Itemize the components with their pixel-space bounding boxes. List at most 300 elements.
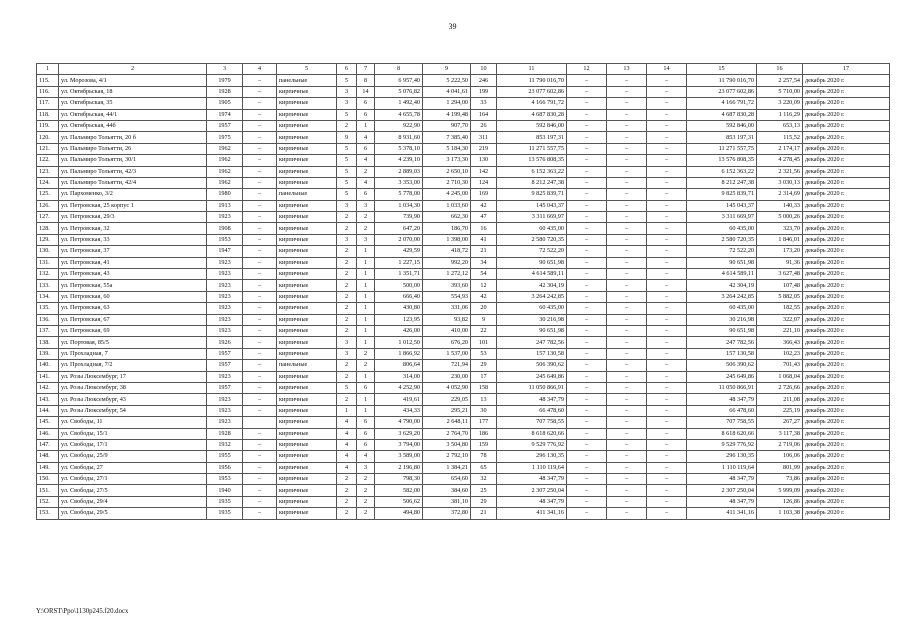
cell-total-cost: 11 271 557,75 <box>497 143 567 154</box>
cell-wall-material: кирпичные <box>277 508 337 519</box>
cell-entrances: 6 <box>357 382 375 393</box>
cell-cost-col-15: 3 311 669,97 <box>687 212 757 223</box>
cell-row-number: 128. <box>37 223 59 234</box>
cell-col-12: – <box>567 120 607 131</box>
cell-entrances: 2 <box>357 223 375 234</box>
cell-col-14: – <box>647 303 687 314</box>
cell-col-12: – <box>567 337 607 348</box>
cell-wall-material: кирпичные <box>277 451 337 462</box>
cell-total-area: 4 239,10 <box>375 155 423 166</box>
cell-row-number: 141. <box>37 371 59 382</box>
cell-wall-material: кирпичные <box>277 246 337 257</box>
cell-entrances: 1 <box>357 337 375 348</box>
cell-residents: 47 <box>471 212 497 223</box>
cell-col-12: – <box>567 474 607 485</box>
cell-address: ул. Октябрьская, 35 <box>59 98 207 109</box>
cell-floors: 2 <box>337 291 357 302</box>
cell-col-12: – <box>567 360 607 371</box>
cell-row-number: 121. <box>37 143 59 154</box>
column-number-14: 14 <box>647 64 687 75</box>
cell-col-4: – <box>243 439 277 450</box>
cell-row-number: 123. <box>37 166 59 177</box>
table-row <box>37 75 890 86</box>
column-number-17: 17 <box>803 64 890 75</box>
cell-address: ул. Октябрьская, 18 <box>59 86 207 97</box>
cell-col-13: – <box>607 223 647 234</box>
cell-residents: 26 <box>471 120 497 131</box>
cell-entrances: 2 <box>357 508 375 519</box>
cell-col-4: – <box>243 98 277 109</box>
cell-living-area: 186,70 <box>423 223 471 234</box>
table-row <box>37 348 890 359</box>
cell-col-4: – <box>243 371 277 382</box>
cell-col-13: – <box>607 417 647 428</box>
cell-cost-per-sqm: 3 627,48 <box>757 269 803 280</box>
cell-wall-material: кирпичные <box>277 212 337 223</box>
cell-total-cost: 9 529 776,92 <box>497 439 567 450</box>
cell-floors: 2 <box>337 485 357 496</box>
cell-entrances: 4 <box>357 132 375 143</box>
table-row <box>37 200 890 211</box>
cell-col-12: – <box>567 86 607 97</box>
cell-total-area: 3 629,20 <box>375 428 423 439</box>
cell-col-4: – <box>243 109 277 120</box>
table-row <box>37 155 890 166</box>
cell-col-4: – <box>243 325 277 336</box>
cell-cost-per-sqm: 221,10 <box>757 325 803 336</box>
cell-col-12: – <box>567 496 607 507</box>
cell-col-12: – <box>567 508 607 519</box>
column-number-15: 15 <box>687 64 757 75</box>
cell-residents: 16 <box>471 223 497 234</box>
cell-year-built: 1928 <box>207 86 243 97</box>
cell-living-area: 5 222,50 <box>423 75 471 86</box>
cell-total-area: 426,00 <box>375 325 423 336</box>
cell-entrances: 3 <box>357 234 375 245</box>
cell-address: ул. Петровская, 43 <box>59 269 207 280</box>
cell-total-area: 582,00 <box>375 485 423 496</box>
cell-address: ул. Свободы, 15/1 <box>59 428 207 439</box>
table-row <box>37 120 890 131</box>
cell-living-area: 3 173,30 <box>423 155 471 166</box>
cell-entrances: 6 <box>357 428 375 439</box>
cell-living-area: 992,20 <box>423 257 471 268</box>
cell-col-4: – <box>243 451 277 462</box>
table-row <box>37 109 890 120</box>
cell-cost-col-15: 2 307 250,04 <box>687 485 757 496</box>
cell-col-14: – <box>647 234 687 245</box>
cell-col-4: – <box>243 143 277 154</box>
cell-entrances: 1 <box>357 371 375 382</box>
cell-total-area: 4 252,90 <box>375 382 423 393</box>
cell-col-14: – <box>647 120 687 131</box>
cell-cost-col-15: 60 435,00 <box>687 303 757 314</box>
cell-row-number: 115. <box>37 75 59 86</box>
cell-address: ул. Петровская, 32 <box>59 223 207 234</box>
cell-total-area: 429,59 <box>375 246 423 257</box>
table-body <box>37 75 890 519</box>
cell-address: ул. Розы Люксембург, 17 <box>59 371 207 382</box>
cell-year-built: 1957 <box>207 348 243 359</box>
cell-row-number: 129. <box>37 234 59 245</box>
cell-wall-material: кирпичные <box>277 462 337 473</box>
cell-col-4: – <box>243 75 277 86</box>
cell-col-12: – <box>567 394 607 405</box>
cell-col-14: – <box>647 166 687 177</box>
cell-floors: 2 <box>337 394 357 405</box>
cell-entrances: 1 <box>357 246 375 257</box>
cell-total-area: 1 351,71 <box>375 269 423 280</box>
cell-completion-date: декабрь 2020 г. <box>803 189 890 200</box>
table-row <box>37 496 890 507</box>
cell-row-number: 133. <box>37 280 59 291</box>
cell-cost-per-sqm: 4 278,45 <box>757 155 803 166</box>
cell-cost-col-15: 247 782,56 <box>687 337 757 348</box>
cell-row-number: 152. <box>37 496 59 507</box>
cell-row-number: 117. <box>37 98 59 109</box>
table-row <box>37 451 890 462</box>
cell-year-built: 1905 <box>207 98 243 109</box>
cell-residents: 42 <box>471 291 497 302</box>
cell-residents: 177 <box>471 417 497 428</box>
cell-cost-per-sqm: 3 030,13 <box>757 177 803 188</box>
cell-cost-col-15: 60 435,00 <box>687 223 757 234</box>
cell-total-cost: 11 790 016,70 <box>497 75 567 86</box>
cell-floors: 2 <box>337 269 357 280</box>
column-number-row <box>37 64 890 75</box>
cell-floors: 2 <box>337 314 357 325</box>
cell-col-4: – <box>243 257 277 268</box>
cell-year-built: 1923 <box>207 394 243 405</box>
cell-completion-date: декабрь 2020 г. <box>803 234 890 245</box>
column-number-12: 12 <box>567 64 607 75</box>
cell-entrances: 1 <box>357 120 375 131</box>
cell-col-13: – <box>607 291 647 302</box>
cell-entrances: 14 <box>357 86 375 97</box>
cell-wall-material: кирпичные <box>277 120 337 131</box>
cell-col-4: – <box>243 246 277 257</box>
cell-cost-col-15: 11 790 016,70 <box>687 75 757 86</box>
cell-col-13: – <box>607 451 647 462</box>
cell-floors: 2 <box>337 496 357 507</box>
cell-floors: 5 <box>337 166 357 177</box>
cell-total-cost: 9 825 839,71 <box>497 189 567 200</box>
cell-address: ул. Петровская, 29/3 <box>59 212 207 223</box>
cell-year-built: 1923 <box>207 269 243 280</box>
cell-col-13: – <box>607 474 647 485</box>
cell-completion-date: декабрь 2020 г. <box>803 166 890 177</box>
cell-wall-material: кирпичные <box>277 177 337 188</box>
cell-wall-material: кирпичные <box>277 143 337 154</box>
cell-col-4: – <box>243 234 277 245</box>
page-number: 39 <box>448 22 457 31</box>
table-row <box>37 485 890 496</box>
cell-year-built: 1923 <box>207 417 243 428</box>
table-row <box>37 98 890 109</box>
cell-year-built: 1923 <box>207 405 243 416</box>
cell-address: ул. Петровская, 55а <box>59 280 207 291</box>
cell-total-area: 2 889,03 <box>375 166 423 177</box>
cell-col-14: – <box>647 474 687 485</box>
table-row <box>37 382 890 393</box>
cell-total-cost: 60 435,00 <box>497 223 567 234</box>
cell-col-4: – <box>243 177 277 188</box>
cell-entrances: 6 <box>357 98 375 109</box>
cell-entrances: 2 <box>357 474 375 485</box>
cell-entrances: 2 <box>357 166 375 177</box>
cell-completion-date: декабрь 2020 г. <box>803 462 890 473</box>
cell-total-cost: 48 347,79 <box>497 474 567 485</box>
cell-residents: 164 <box>471 109 497 120</box>
cell-living-area: 2 764,70 <box>423 428 471 439</box>
cell-wall-material: кирпичные <box>277 417 337 428</box>
cell-col-13: – <box>607 246 647 257</box>
cell-living-area: 410,00 <box>423 325 471 336</box>
cell-residents: 25 <box>471 485 497 496</box>
cell-col-14: – <box>647 360 687 371</box>
cell-living-area: 3 504,80 <box>423 439 471 450</box>
cell-year-built: 1947 <box>207 246 243 257</box>
cell-col-13: – <box>607 109 647 120</box>
table-row <box>37 439 890 450</box>
cell-total-area: 3 589,00 <box>375 451 423 462</box>
cell-residents: 158 <box>471 382 497 393</box>
cell-col-12: – <box>567 98 607 109</box>
cell-year-built: 1953 <box>207 234 243 245</box>
cell-total-area: 666,40 <box>375 291 423 302</box>
housing-registry-table <box>36 63 890 520</box>
cell-total-cost: 90 651,98 <box>497 257 567 268</box>
cell-address: ул. Петровская, 67 <box>59 314 207 325</box>
cell-row-number: 149. <box>37 462 59 473</box>
cell-cost-per-sqm: 322,07 <box>757 314 803 325</box>
cell-wall-material: кирпичные <box>277 485 337 496</box>
table-row <box>37 223 890 234</box>
cell-col-14: – <box>647 451 687 462</box>
cell-year-built: 1957 <box>207 120 243 131</box>
cell-total-area: 123,95 <box>375 314 423 325</box>
cell-col-4: – <box>243 382 277 393</box>
cell-wall-material: кирпичные <box>277 314 337 325</box>
cell-address: ул. Октябрьская, 44б <box>59 120 207 131</box>
cell-address: ул. Петровская, 37 <box>59 246 207 257</box>
cell-year-built: 1953 <box>207 474 243 485</box>
cell-col-13: – <box>607 75 647 86</box>
cell-living-area: 331,06 <box>423 303 471 314</box>
cell-year-built: 1962 <box>207 177 243 188</box>
cell-floors: 3 <box>337 98 357 109</box>
cell-col-13: – <box>607 166 647 177</box>
cell-total-area: 1 034,30 <box>375 200 423 211</box>
cell-cost-col-15: 707 758,55 <box>687 417 757 428</box>
cell-total-cost: 3 264 242,85 <box>497 291 567 302</box>
cell-col-4: – <box>243 120 277 131</box>
cell-year-built: 1923 <box>207 303 243 314</box>
cell-living-area: 4 245,00 <box>423 189 471 200</box>
cell-row-number: 116. <box>37 86 59 97</box>
cell-cost-col-15: 66 478,60 <box>687 405 757 416</box>
cell-entrances: 4 <box>357 177 375 188</box>
cell-living-area: 907,70 <box>423 120 471 131</box>
cell-col-12: – <box>567 451 607 462</box>
cell-total-area: 3 353,00 <box>375 177 423 188</box>
cell-cost-col-15: 853 197,31 <box>687 132 757 143</box>
table-row <box>37 303 890 314</box>
cell-col-14: – <box>647 428 687 439</box>
cell-total-cost: 1 110 119,64 <box>497 462 567 473</box>
cell-cost-col-15: 48 347,79 <box>687 394 757 405</box>
cell-col-14: – <box>647 155 687 166</box>
cell-wall-material: кирпичные <box>277 86 337 97</box>
cell-residents: 21 <box>471 508 497 519</box>
cell-entrances: 2 <box>357 496 375 507</box>
cell-completion-date: декабрь 2020 г. <box>803 200 890 211</box>
cell-year-built: 1957 <box>207 360 243 371</box>
cell-cost-col-15: 4 166 791,72 <box>687 98 757 109</box>
cell-col-14: – <box>647 223 687 234</box>
cell-residents: 142 <box>471 166 497 177</box>
cell-residents: 101 <box>471 337 497 348</box>
cell-year-built: 1980 <box>207 189 243 200</box>
cell-year-built: 1923 <box>207 280 243 291</box>
cell-address: ул. Розы Люксембург, 43 <box>59 394 207 405</box>
cell-completion-date: декабрь 2020 г. <box>803 508 890 519</box>
cell-col-14: – <box>647 189 687 200</box>
column-number-5: 5 <box>277 64 337 75</box>
column-number-6: 6 <box>337 64 357 75</box>
cell-col-4: – <box>243 508 277 519</box>
cell-living-area: 230,00 <box>423 371 471 382</box>
cell-cost-per-sqm: 140,33 <box>757 200 803 211</box>
cell-col-12: – <box>567 177 607 188</box>
cell-floors: 5 <box>337 382 357 393</box>
cell-col-13: – <box>607 212 647 223</box>
cell-completion-date: декабрь 2020 г. <box>803 325 890 336</box>
cell-row-number: 132. <box>37 269 59 280</box>
cell-row-number: 118. <box>37 109 59 120</box>
cell-wall-material: панельные <box>277 360 337 371</box>
column-number-3: 3 <box>207 64 243 75</box>
cell-cost-per-sqm: 73,86 <box>757 474 803 485</box>
cell-residents: 13 <box>471 394 497 405</box>
cell-col-13: – <box>607 269 647 280</box>
cell-residents: 186 <box>471 428 497 439</box>
cell-col-14: – <box>647 314 687 325</box>
cell-col-12: – <box>567 428 607 439</box>
cell-wall-material: кирпичные <box>277 269 337 280</box>
column-number-1: 1 <box>37 64 59 75</box>
cell-col-12: – <box>567 269 607 280</box>
cell-total-cost: 411 341,16 <box>497 508 567 519</box>
cell-total-area: 1 492,40 <box>375 98 423 109</box>
cell-completion-date: декабрь 2020 г. <box>803 405 890 416</box>
cell-entrances: 4 <box>357 155 375 166</box>
cell-col-13: – <box>607 462 647 473</box>
cell-col-4: – <box>243 314 277 325</box>
cell-col-13: – <box>607 348 647 359</box>
cell-col-13: – <box>607 314 647 325</box>
cell-cost-col-15: 245 649,86 <box>687 371 757 382</box>
cell-address: ул. Морозова, 4/1 <box>59 75 207 86</box>
cell-cost-per-sqm: 1 068,04 <box>757 371 803 382</box>
cell-wall-material: кирпичные <box>277 132 337 143</box>
cell-floors: 4 <box>337 462 357 473</box>
cell-row-number: 119. <box>37 120 59 131</box>
cell-completion-date: декабрь 2020 г. <box>803 269 890 280</box>
cell-col-13: – <box>607 371 647 382</box>
cell-col-14: – <box>647 394 687 405</box>
cell-row-number: 142. <box>37 382 59 393</box>
cell-total-area: 5 076,82 <box>375 86 423 97</box>
cell-floors: 2 <box>337 280 357 291</box>
cell-address: ул. Свободы, 29/4 <box>59 496 207 507</box>
cell-completion-date: декабрь 2020 г. <box>803 382 890 393</box>
cell-col-4: – <box>243 405 277 416</box>
cell-residents: 12 <box>471 280 497 291</box>
cell-cost-per-sqm: 701,43 <box>757 360 803 371</box>
cell-col-12: – <box>567 405 607 416</box>
cell-year-built: 1923 <box>207 325 243 336</box>
cell-total-cost: 4 614 589,11 <box>497 269 567 280</box>
cell-floors: 2 <box>337 371 357 382</box>
cell-floors: 3 <box>337 200 357 211</box>
cell-completion-date: декабрь 2020 г. <box>803 177 890 188</box>
cell-living-area: 393,60 <box>423 280 471 291</box>
column-number-10: 10 <box>471 64 497 75</box>
cell-total-area: 1 012,50 <box>375 337 423 348</box>
cell-year-built: 1962 <box>207 143 243 154</box>
cell-cost-per-sqm: 91,36 <box>757 257 803 268</box>
cell-col-13: – <box>607 303 647 314</box>
cell-col-4: – <box>243 474 277 485</box>
cell-cost-col-15: 11 050 866,91 <box>687 382 757 393</box>
cell-wall-material: кирпичные <box>277 166 337 177</box>
cell-col-13: – <box>607 86 647 97</box>
cell-floors: 9 <box>337 132 357 143</box>
cell-col-12: – <box>567 234 607 245</box>
cell-col-14: – <box>647 86 687 97</box>
table-row <box>37 246 890 257</box>
cell-cost-col-15: 11 271 557,75 <box>687 143 757 154</box>
cell-cost-col-15: 3 264 242,85 <box>687 291 757 302</box>
cell-total-area: 419,61 <box>375 394 423 405</box>
cell-col-13: – <box>607 428 647 439</box>
cell-completion-date: декабрь 2020 г. <box>803 257 890 268</box>
cell-entrances: 1 <box>357 325 375 336</box>
cell-cost-per-sqm: 1 103,38 <box>757 508 803 519</box>
cell-total-cost: 145 043,37 <box>497 200 567 211</box>
cell-floors: 2 <box>337 360 357 371</box>
cell-living-area: 662,30 <box>423 212 471 223</box>
cell-floors: 3 <box>337 348 357 359</box>
cell-col-14: – <box>647 98 687 109</box>
cell-col-4 <box>243 417 277 428</box>
cell-col-4: – <box>243 428 277 439</box>
cell-col-12: – <box>567 200 607 211</box>
cell-col-12: – <box>567 371 607 382</box>
cell-year-built: 1932 <box>207 439 243 450</box>
cell-col-14: – <box>647 212 687 223</box>
cell-wall-material: кирпичные <box>277 303 337 314</box>
cell-row-number: 131. <box>37 257 59 268</box>
cell-entrances: 6 <box>357 417 375 428</box>
cell-row-number: 127. <box>37 212 59 223</box>
cell-cost-col-15: 8 212 247,38 <box>687 177 757 188</box>
cell-col-14: – <box>647 348 687 359</box>
cell-floors: 1 <box>337 405 357 416</box>
table-row <box>37 280 890 291</box>
cell-year-built: 1923 <box>207 314 243 325</box>
